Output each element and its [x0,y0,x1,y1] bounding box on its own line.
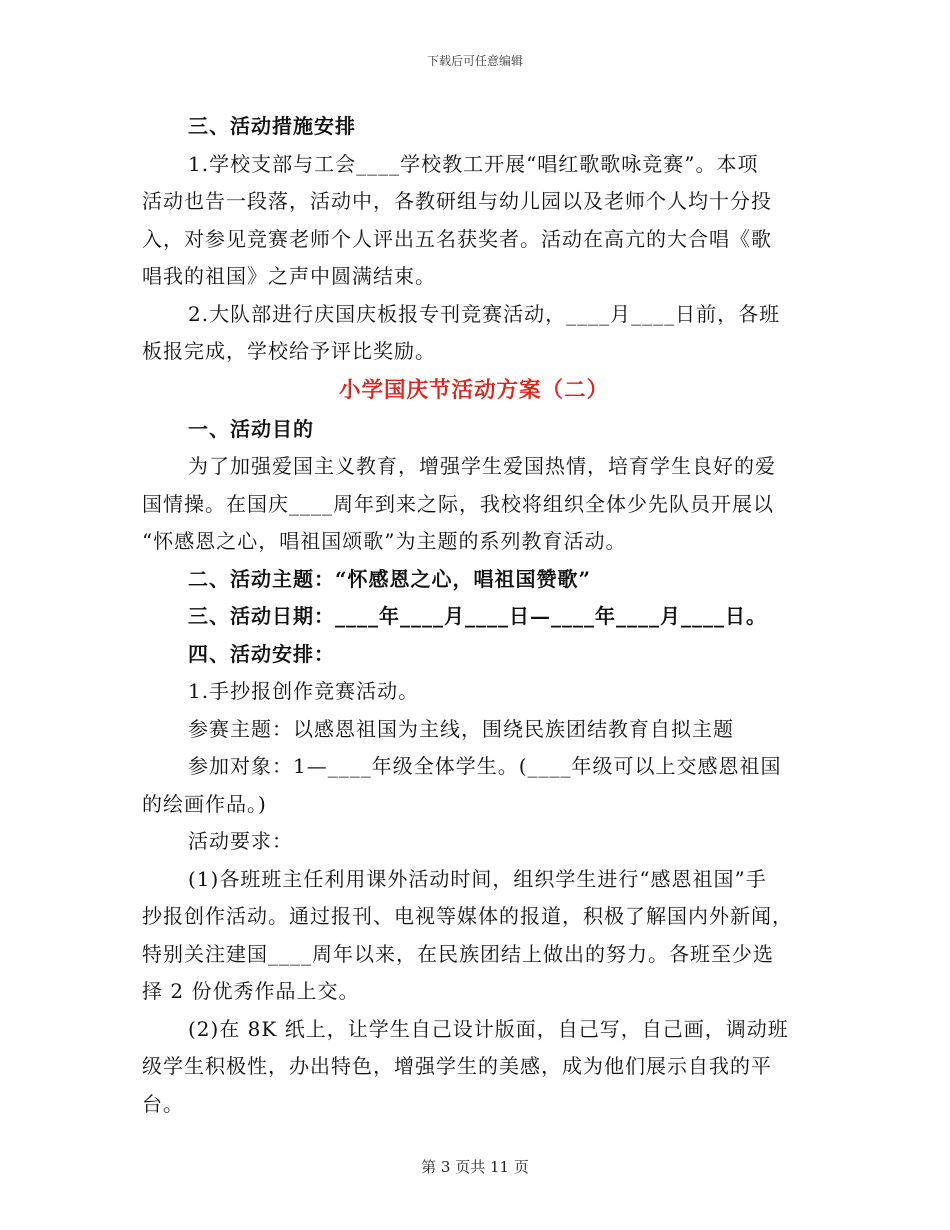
paragraph-line: 2.大队部进行庆国庆板报专刊竞赛活动，____月____日前，各班 [188,301,781,326]
paragraph-line: (1)各班班主任利用课外活动时间，组织学生进行“感恩祖国”手 [188,866,767,891]
paragraph-line: 1.手抄报创作竞赛活动。 [188,679,420,703]
paragraph-line: 台。 [142,1091,184,1116]
paragraph-line: (2)在 8K 纸上，让学生自己设计版面，自己写，自己画，调动班 [188,1016,789,1041]
section-heading: 三、活动措施安排 [188,114,356,138]
document-body [142,108,806,1123]
paragraph-line: 为了加强爱国主义教育，增强学生爱国热情，培育学生良好的爱 [188,454,776,478]
section-heading: 二、活动主题：“怀感恩之心，唱祖国赞歌” [188,566,592,591]
paragraph-line: 参加对象：1—____年级全体学生。(____年级可以上交感恩祖国 [188,754,782,778]
paragraph-line: 活动要求： [188,829,293,853]
paragraph-line: 入，对参见竞赛老师个人评出五名获奖者。活动在高亢的大合唱《歌 [142,226,772,251]
paragraph-line: “怀感恩之心，唱祖国颂歌”为主题的系列教育活动。 [142,529,627,553]
paragraph-line: 板报完成，学校给予评比奖励。 [142,339,436,363]
page-header: 下载后可任意编辑 [426,54,523,68]
section-heading: 三、活动日期：____年____月____日—____年____月____日。 [188,604,767,628]
section-heading: 四、活动安排： [188,641,335,666]
page-footer: 第 3 页共 11 页 [421,1158,529,1176]
paragraph-line: 级学生积极性，办出特色，增强学生的美感，成为他们展示自我的平 [142,1054,772,1078]
document-title: 小学国庆节活动方案（二） [338,377,609,403]
paragraph-line: 参赛主题：以感恩祖国为主线，围绕民族团结教育自拟主题 [188,716,734,741]
paragraph-line: 特别关注建国____周年以来，在民族团结上做出的努力。各班至少选 [142,941,774,966]
paragraph-line: 抄报创作活动。通过报刊、电视等媒体的报道，积极了解国内外新闻， [142,904,793,928]
paragraph-line: 唱我的祖国》之声中圆满结束。 [142,264,436,288]
paragraph-line: 择 2 份优秀作品上交。 [142,979,360,1003]
paragraph-line: 的绘画作品。) [142,791,267,816]
section-heading: 一、活动目的 [188,416,314,441]
paragraph-line: 1.学校支部与工会____学校教工开展“唱红歌歌咏竞赛”。本项 [188,151,759,176]
paragraph-line: 国情操。在国庆____周年到来之际，我校将组织全体少先队员开展以 [142,491,774,516]
paragraph-line: 活动也告一段落，活动中，各教研组与幼儿园以及老师个人均十分投 [142,189,772,213]
